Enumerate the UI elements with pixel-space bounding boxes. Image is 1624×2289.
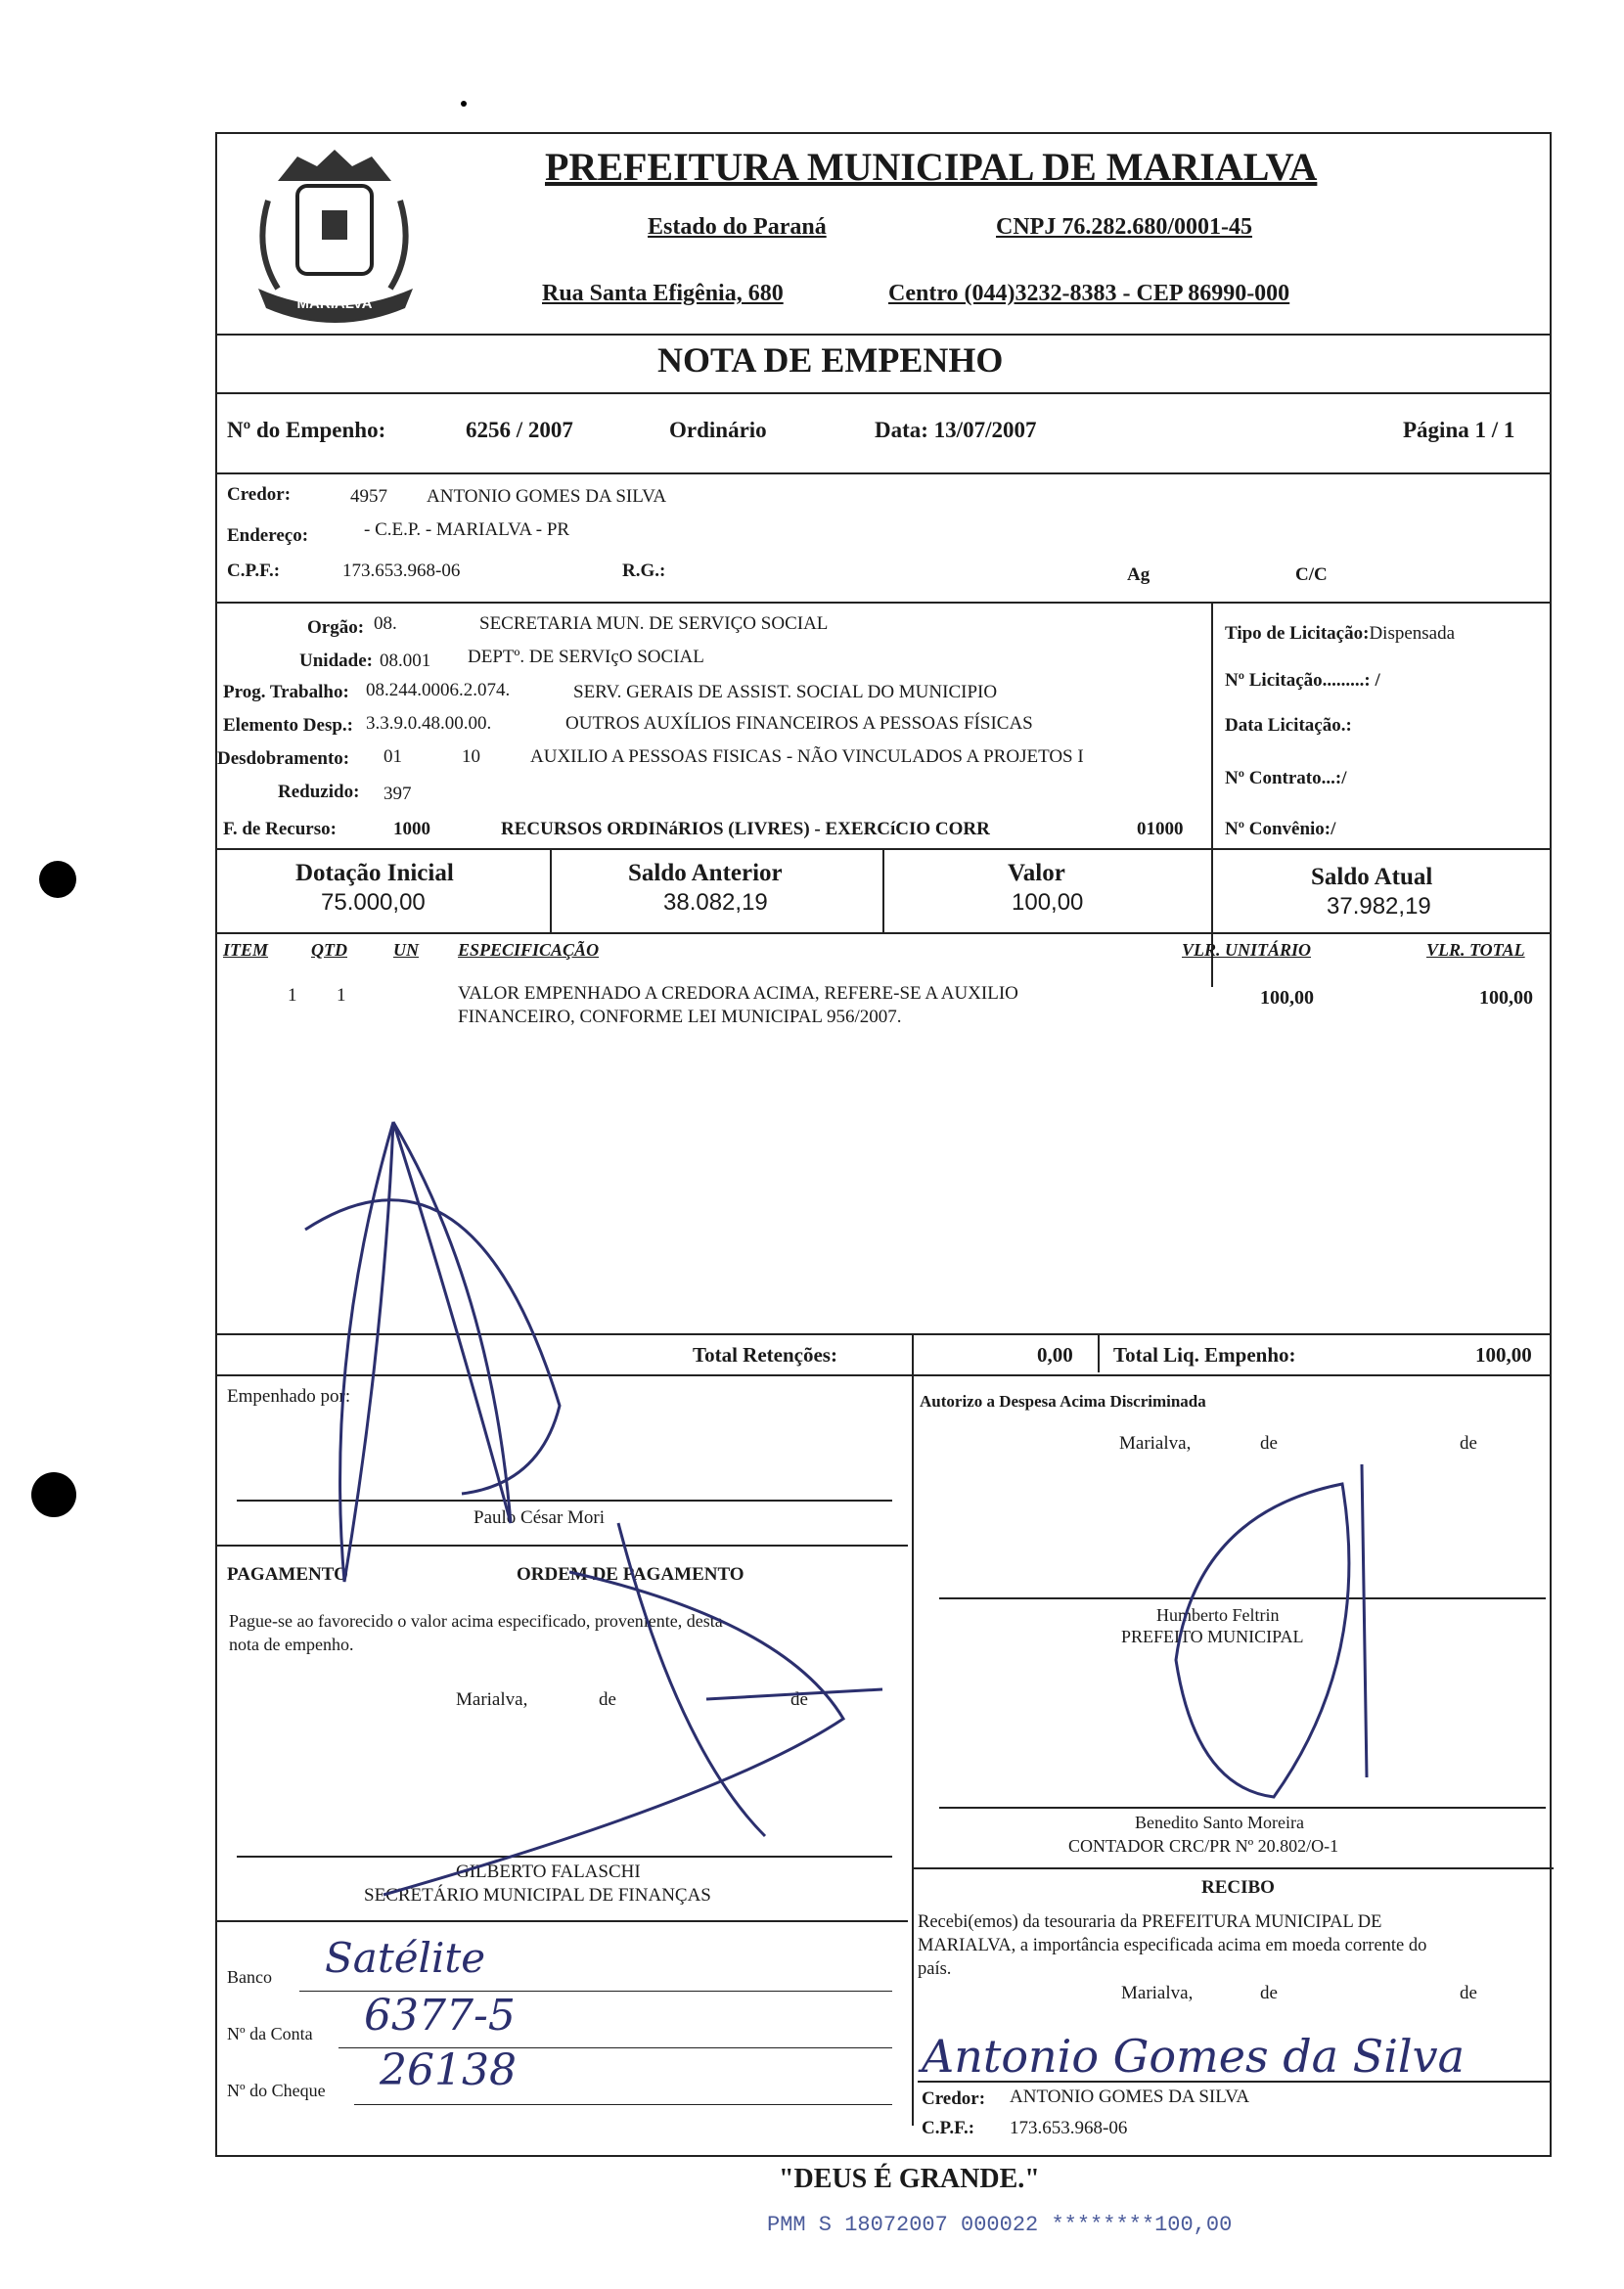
row-total-value: 100,00 — [1479, 987, 1533, 1009]
total-retencoes-label: Total Retenções: — [693, 1343, 837, 1367]
page-number: Página 1 / 1 — [1403, 418, 1515, 442]
recibo-city: Marialva, — [1121, 1983, 1194, 2003]
row-spec-line1: VALOR EMPENHADO A CREDORA ACIMA, REFERE-SE A AUXILIO — [458, 983, 1018, 1004]
col-header-unit-value: VLR. UNITÁRIO — [1182, 940, 1312, 960]
dotacao-label: Dotação Inicial — [295, 860, 454, 886]
recibo-text-line3: país. — [918, 1959, 952, 1979]
endereco-value: - C.E.P. - MARIALVA - PR — [364, 519, 570, 540]
recibo-cpf-label: C.P.F.: — [922, 2118, 975, 2138]
col-header-qtd: QTD — [311, 940, 347, 960]
pagamento-label: PAGAMENTO — [227, 1564, 348, 1585]
total-liquido-label: Total Liq. Empenho: — [1113, 1343, 1296, 1367]
col-header-item: ITEM — [223, 940, 269, 960]
reduzido-value: 397 — [383, 784, 412, 804]
unidade-name: DEPTº. DE SERVIçO SOCIAL — [468, 647, 704, 667]
doc-title: NOTA DE EMPENHO — [657, 340, 1004, 380]
recurso-code2: 01000 — [1137, 819, 1184, 839]
nota-de-empenho-form — [215, 132, 1552, 2157]
conta-value: 6377-5 — [364, 1991, 516, 2041]
pague-text-line1: Pague-se ao favorecido o valor acima especificado, proveniente, desta — [229, 1611, 723, 1631]
banco-label: Banco — [227, 1967, 272, 1987]
empenho-date: Data: 13/07/2007 — [875, 418, 1037, 442]
pagamento-de1: de — [599, 1689, 616, 1710]
saldo-anterior-value: 38.082,19 — [663, 889, 768, 916]
autorizo-city: Marialva, — [1119, 1433, 1192, 1454]
recibo-credor-name: ANTONIO GOMES DA SILVA — [1010, 2087, 1250, 2107]
credor-name: ANTONIO GOMES DA SILVA — [427, 486, 667, 507]
prog-trabalho-label: Prog. Trabalho: — [223, 682, 349, 702]
num-convenio: Nº Convênio:/ — [1225, 819, 1336, 839]
elemento-name: OUTROS AUXÍLIOS FINANCEIROS A PESSOAS FÍSICAS — [565, 713, 1033, 734]
col-header-un: UN — [393, 940, 419, 960]
secretario-title: SECRETÁRIO MUNICIPAL DE FINANÇAS — [364, 1885, 711, 1906]
col-header-total-value: VLR. TOTAL — [1426, 940, 1525, 960]
recurso-name: RECURSOS ORDINáRIOS (LIVRES) - EXERCíCIO CORR — [501, 819, 990, 839]
credor-label: Credor: — [227, 484, 292, 505]
cc-label: C/C — [1295, 564, 1328, 585]
state-label: Estado do Paraná — [648, 214, 827, 240]
saldo-anterior-label: Saldo Anterior — [628, 860, 783, 886]
autorizo-de2: de — [1460, 1433, 1477, 1454]
cpf-label: C.P.F.: — [227, 561, 281, 581]
credor-signature: Antonio Gomes da Silva — [922, 2030, 1466, 2083]
empenho-number: 6256 / 2007 — [466, 418, 573, 442]
row-unit-value: 100,00 — [1260, 987, 1314, 1009]
signature-line — [918, 2081, 1550, 2083]
pague-text-line2: nota de empenho. — [229, 1635, 354, 1654]
saldo-atual-value: 37.982,19 — [1327, 893, 1431, 920]
ordem-pagamento-label: ORDEM DE PAGAMENTO — [517, 1564, 744, 1585]
punch-hole-mark — [31, 1472, 76, 1517]
col-header-spec: ESPECIFICAÇÃO — [458, 940, 600, 960]
total-liquido-value: 100,00 — [1475, 1343, 1532, 1367]
recibo-de2: de — [1460, 1983, 1477, 2003]
num-contrato: Nº Contrato...:/ — [1225, 768, 1347, 788]
unidade-code: 08.001 — [380, 651, 431, 671]
banco-value: Satélite — [325, 1934, 486, 1982]
elemento-code: 3.3.9.0.48.00.00. — [366, 713, 492, 734]
desdobramento-name: AUXILIO A PESSOAS FISICAS - NÃO VINCULADOS A PROJETOS I — [530, 746, 1084, 767]
contador-name: Benedito Santo Moreira — [1135, 1813, 1304, 1832]
recurso-code: 1000 — [393, 819, 430, 839]
total-retencoes-value: 0,00 — [1037, 1343, 1073, 1367]
dotacao-value: 75.000,00 — [321, 889, 426, 916]
signature-line — [939, 1597, 1546, 1599]
recibo-text-line2: MARIALVA, a importância especificada acima em moeda corrente do — [918, 1936, 1427, 1955]
orgao-code: 08. — [374, 613, 397, 634]
elemento-label: Elemento Desp.: — [223, 715, 353, 736]
cheque-label: Nº do Cheque — [227, 2081, 326, 2100]
punch-hole-mark — [39, 861, 76, 898]
recibo-cpf-value: 173.653.968-06 — [1010, 2118, 1128, 2138]
municipal-seal — [239, 142, 429, 333]
empenhado-por-name: Paulo César Mori — [474, 1507, 606, 1528]
desdobramento-code1: 01 — [383, 746, 402, 767]
recibo-de1: de — [1260, 1983, 1278, 2003]
conta-label: Nº da Conta — [227, 2024, 313, 2043]
signature-line — [237, 1856, 892, 1858]
cheque-value: 26138 — [380, 2045, 517, 2095]
num-licitacao: Nº Licitação.........: / — [1225, 670, 1380, 691]
prog-trabalho-name: SERV. GERAIS DE ASSIST. SOCIAL DO MUNICIPIO — [573, 682, 998, 702]
orgao-name: SECRETARIA MUN. DE SERVIÇO SOCIAL — [479, 613, 829, 634]
unidade-label: Unidade: — [299, 651, 373, 671]
cnpj-label: CNPJ 76.282.680/0001-45 — [996, 214, 1252, 240]
address-label: Rua Santa Efigênia, 680 — [542, 281, 784, 306]
rg-label: R.G.: — [622, 561, 666, 581]
prefeito-name: Humberto Feltrin — [1156, 1605, 1280, 1625]
autorizo-label: Autorizo a Despesa Acima Discriminada — [920, 1392, 1206, 1411]
empenho-type: Ordinário — [669, 418, 767, 442]
desdobramento-label: Desdobramento: — [217, 748, 350, 769]
address-contact: Centro (044)3232-8383 - CEP 86990-000 — [888, 281, 1290, 306]
pagamento-city: Marialva, — [456, 1689, 528, 1710]
recurso-label: F. de Recurso: — [223, 819, 337, 839]
scan-speck — [461, 101, 467, 107]
contador-title: CONTADOR CRC/PR Nº 20.802/O-1 — [1068, 1836, 1339, 1856]
prefeito-title: PREFEITO MUNICIPAL — [1121, 1627, 1304, 1646]
pagamento-de2: de — [790, 1689, 808, 1710]
valor-label: Valor — [1008, 860, 1065, 886]
orgao-label: Orgão: — [307, 617, 365, 638]
signature-line — [237, 1500, 892, 1502]
footer-stamp: PMM S 18072007 000022 ********100,00 — [767, 2213, 1233, 2237]
prog-trabalho-code: 08.244.0006.2.074. — [366, 680, 511, 700]
empenhado-por-label: Empenhado por: — [227, 1386, 351, 1407]
recibo-text-line1: Recebi(emos) da tesouraria da PREFEITURA MUNICIPAL DE — [918, 1912, 1382, 1932]
recibo-label: RECIBO — [1201, 1877, 1275, 1898]
reduzido-label: Reduzido: — [278, 782, 360, 802]
data-licitacao: Data Licitação.: — [1225, 715, 1352, 736]
cheque-line — [354, 2104, 892, 2105]
recibo-credor-label: Credor: — [922, 2088, 986, 2109]
signature-line — [939, 1807, 1546, 1809]
saldo-atual-label: Saldo Atual — [1311, 864, 1433, 890]
endereco-label: Endereço: — [227, 525, 309, 546]
desdobramento-code2: 10 — [462, 746, 480, 767]
footer-motto: "DEUS É GRANDE." — [779, 2164, 1040, 2194]
cpf-value: 173.653.968-06 — [342, 561, 461, 581]
secretario-name: GILBERTO FALASCHI — [456, 1862, 641, 1882]
autorizo-de1: de — [1260, 1433, 1278, 1454]
row-spec-line2: FINANCEIRO, CONFORME LEI MUNICIPAL 956/2007. — [458, 1007, 902, 1027]
row-qtd: 1 — [337, 985, 346, 1006]
credor-code: 4957 — [350, 486, 387, 507]
ag-label: Ag — [1127, 564, 1150, 585]
empenho-number-label: Nº do Empenho: — [227, 418, 386, 442]
row-item: 1 — [288, 985, 297, 1006]
prefeitura-title: PREFEITURA MUNICIPAL DE MARIALVA — [545, 145, 1318, 189]
valor-value: 100,00 — [1012, 889, 1084, 916]
tipo-licitacao-label: Tipo de Licitação:Dispensada — [1225, 623, 1456, 644]
svg-text:MARIALVA: MARIALVA — [296, 295, 373, 312]
